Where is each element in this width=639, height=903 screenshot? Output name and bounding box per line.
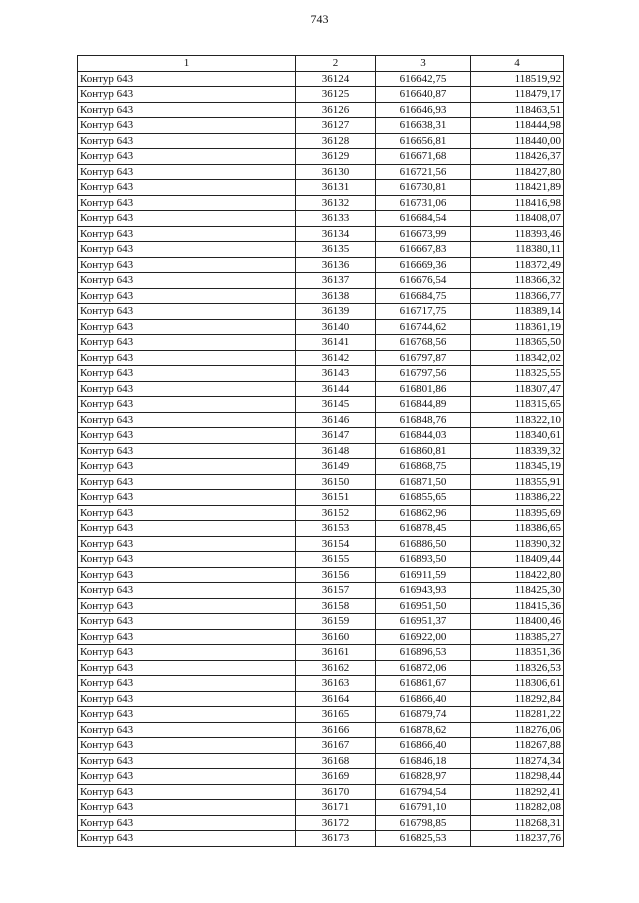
y-coordinate-cell: 118339,32 xyxy=(471,443,564,459)
coordinates-table xyxy=(77,55,564,847)
contour-name-cell: Контур 643 xyxy=(78,102,296,118)
y-coordinate-cell: 118409,44 xyxy=(471,552,564,568)
x-coordinate-cell: 616676,54 xyxy=(376,273,471,289)
point-number-cell: 36148 xyxy=(296,443,376,459)
point-number-cell: 36164 xyxy=(296,691,376,707)
table-row xyxy=(78,738,564,754)
point-number-cell: 36137 xyxy=(296,273,376,289)
x-coordinate-cell: 616878,45 xyxy=(376,521,471,537)
x-coordinate-cell: 616879,74 xyxy=(376,707,471,723)
x-coordinate-cell: 616844,03 xyxy=(376,428,471,444)
contour-name-cell: Контур 643 xyxy=(78,164,296,180)
contour-name-cell: Контур 643 xyxy=(78,660,296,676)
x-coordinate-cell: 616797,56 xyxy=(376,366,471,382)
contour-name-cell: Контур 643 xyxy=(78,521,296,537)
point-number-cell: 36154 xyxy=(296,536,376,552)
table-row xyxy=(78,629,564,645)
contour-name-cell: Контур 643 xyxy=(78,815,296,831)
table-row xyxy=(78,443,564,459)
table-row xyxy=(78,211,564,227)
point-number-cell: 36151 xyxy=(296,490,376,506)
point-number-cell: 36156 xyxy=(296,567,376,583)
point-number-cell: 36142 xyxy=(296,350,376,366)
y-coordinate-cell: 118315,65 xyxy=(471,397,564,413)
contour-name-cell: Контур 643 xyxy=(78,784,296,800)
y-coordinate-cell: 118281,22 xyxy=(471,707,564,723)
column-header-4: 4 xyxy=(471,56,564,72)
contour-name-cell: Контур 643 xyxy=(78,598,296,614)
y-coordinate-cell: 118440,00 xyxy=(471,133,564,149)
x-coordinate-cell: 616893,50 xyxy=(376,552,471,568)
contour-name-cell: Контур 643 xyxy=(78,831,296,847)
point-number-cell: 36149 xyxy=(296,459,376,475)
table-row xyxy=(78,753,564,769)
contour-name-cell: Контур 643 xyxy=(78,288,296,304)
point-number-cell: 36136 xyxy=(296,257,376,273)
contour-name-cell: Контур 643 xyxy=(78,474,296,490)
x-coordinate-cell: 616730,81 xyxy=(376,180,471,196)
point-number-cell: 36124 xyxy=(296,71,376,87)
y-coordinate-cell: 118307,47 xyxy=(471,381,564,397)
y-coordinate-cell: 118326,53 xyxy=(471,660,564,676)
y-coordinate-cell: 118292,41 xyxy=(471,784,564,800)
table-row xyxy=(78,831,564,847)
contour-name-cell: Контур 643 xyxy=(78,226,296,242)
x-coordinate-cell: 616684,54 xyxy=(376,211,471,227)
y-coordinate-cell: 118355,91 xyxy=(471,474,564,490)
contour-name-cell: Контур 643 xyxy=(78,149,296,165)
contour-name-cell: Контур 643 xyxy=(78,629,296,645)
point-number-cell: 36152 xyxy=(296,505,376,521)
contour-name-cell: Контур 643 xyxy=(78,459,296,475)
table-row xyxy=(78,815,564,831)
x-coordinate-cell: 616922,00 xyxy=(376,629,471,645)
x-coordinate-cell: 616791,10 xyxy=(376,800,471,816)
y-coordinate-cell: 118386,22 xyxy=(471,490,564,506)
contour-name-cell: Контур 643 xyxy=(78,397,296,413)
y-coordinate-cell: 118422,80 xyxy=(471,567,564,583)
contour-name-cell: Контур 643 xyxy=(78,71,296,87)
y-coordinate-cell: 118325,55 xyxy=(471,366,564,382)
y-coordinate-cell: 118389,14 xyxy=(471,304,564,320)
y-coordinate-cell: 118393,46 xyxy=(471,226,564,242)
point-number-cell: 36158 xyxy=(296,598,376,614)
table-row xyxy=(78,459,564,475)
contour-name-cell: Контур 643 xyxy=(78,366,296,382)
contour-name-cell: Контур 643 xyxy=(78,412,296,428)
y-coordinate-cell: 118415,36 xyxy=(471,598,564,614)
table-row xyxy=(78,381,564,397)
x-coordinate-cell: 616943,93 xyxy=(376,583,471,599)
x-coordinate-cell: 616673,99 xyxy=(376,226,471,242)
contour-name-cell: Контур 643 xyxy=(78,211,296,227)
table-row xyxy=(78,707,564,723)
page-number: 743 xyxy=(310,12,329,26)
x-coordinate-cell: 616731,06 xyxy=(376,195,471,211)
x-coordinate-cell: 616717,75 xyxy=(376,304,471,320)
point-number-cell: 36143 xyxy=(296,366,376,382)
y-coordinate-cell: 118427,80 xyxy=(471,164,564,180)
x-coordinate-cell: 616844,89 xyxy=(376,397,471,413)
x-coordinate-cell: 616861,67 xyxy=(376,676,471,692)
table-row xyxy=(78,474,564,490)
table-row xyxy=(78,335,564,351)
point-number-cell: 36133 xyxy=(296,211,376,227)
point-number-cell: 36165 xyxy=(296,707,376,723)
contour-name-cell: Контур 643 xyxy=(78,614,296,630)
x-coordinate-cell: 616866,40 xyxy=(376,738,471,754)
x-coordinate-cell: 616646,93 xyxy=(376,102,471,118)
point-number-cell: 36139 xyxy=(296,304,376,320)
x-coordinate-cell: 616671,68 xyxy=(376,149,471,165)
contour-name-cell: Контур 643 xyxy=(78,490,296,506)
contour-name-cell: Контур 643 xyxy=(78,180,296,196)
contour-name-cell: Контур 643 xyxy=(78,505,296,521)
y-coordinate-cell: 118267,88 xyxy=(471,738,564,754)
x-coordinate-cell: 616669,36 xyxy=(376,257,471,273)
y-coordinate-cell: 118322,10 xyxy=(471,412,564,428)
y-coordinate-cell: 118298,44 xyxy=(471,769,564,785)
point-number-cell: 36141 xyxy=(296,335,376,351)
contour-name-cell: Контур 643 xyxy=(78,195,296,211)
table-row xyxy=(78,412,564,428)
y-coordinate-cell: 118276,06 xyxy=(471,722,564,738)
table-row xyxy=(78,552,564,568)
x-coordinate-cell: 616868,75 xyxy=(376,459,471,475)
table-row xyxy=(78,505,564,521)
y-coordinate-cell: 118386,65 xyxy=(471,521,564,537)
point-number-cell: 36147 xyxy=(296,428,376,444)
table-row xyxy=(78,567,564,583)
table-row xyxy=(78,722,564,738)
x-coordinate-cell: 616797,87 xyxy=(376,350,471,366)
x-coordinate-cell: 616640,87 xyxy=(376,87,471,103)
contour-name-cell: Контур 643 xyxy=(78,319,296,335)
table-row xyxy=(78,800,564,816)
table-row xyxy=(78,257,564,273)
y-coordinate-cell: 118365,50 xyxy=(471,335,564,351)
x-coordinate-cell: 616642,75 xyxy=(376,71,471,87)
point-number-cell: 36125 xyxy=(296,87,376,103)
contour-name-cell: Контур 643 xyxy=(78,552,296,568)
contour-name-cell: Контур 643 xyxy=(78,769,296,785)
table-row xyxy=(78,769,564,785)
point-number-cell: 36163 xyxy=(296,676,376,692)
column-header-3: 3 xyxy=(376,56,471,72)
contour-name-cell: Контур 643 xyxy=(78,722,296,738)
table-row xyxy=(78,397,564,413)
point-number-cell: 36130 xyxy=(296,164,376,180)
table-row xyxy=(78,195,564,211)
header-row xyxy=(78,56,564,72)
contour-name-cell: Контур 643 xyxy=(78,87,296,103)
x-coordinate-cell: 616846,18 xyxy=(376,753,471,769)
table-row xyxy=(78,660,564,676)
contour-name-cell: Контур 643 xyxy=(78,118,296,134)
table-row xyxy=(78,71,564,87)
x-coordinate-cell: 616860,81 xyxy=(376,443,471,459)
point-number-cell: 36128 xyxy=(296,133,376,149)
table-row xyxy=(78,304,564,320)
contour-name-cell: Контур 643 xyxy=(78,536,296,552)
table-row xyxy=(78,536,564,552)
x-coordinate-cell: 616828,97 xyxy=(376,769,471,785)
point-number-cell: 36166 xyxy=(296,722,376,738)
contour-name-cell: Контур 643 xyxy=(78,707,296,723)
contour-name-cell: Контур 643 xyxy=(78,350,296,366)
table-row xyxy=(78,273,564,289)
y-coordinate-cell: 118342,02 xyxy=(471,350,564,366)
point-number-cell: 36168 xyxy=(296,753,376,769)
column-header-2: 2 xyxy=(296,56,376,72)
table-row xyxy=(78,164,564,180)
x-coordinate-cell: 616667,83 xyxy=(376,242,471,258)
x-coordinate-cell: 616911,59 xyxy=(376,567,471,583)
y-coordinate-cell: 118282,08 xyxy=(471,800,564,816)
point-number-cell: 36144 xyxy=(296,381,376,397)
y-coordinate-cell: 118361,19 xyxy=(471,319,564,335)
y-coordinate-cell: 118380,11 xyxy=(471,242,564,258)
table-row xyxy=(78,676,564,692)
table-row xyxy=(78,521,564,537)
point-number-cell: 36134 xyxy=(296,226,376,242)
contour-name-cell: Контур 643 xyxy=(78,676,296,692)
x-coordinate-cell: 616872,06 xyxy=(376,660,471,676)
y-coordinate-cell: 118345,19 xyxy=(471,459,564,475)
y-coordinate-cell: 118519,92 xyxy=(471,71,564,87)
point-number-cell: 36173 xyxy=(296,831,376,847)
point-number-cell: 36146 xyxy=(296,412,376,428)
x-coordinate-cell: 616794,54 xyxy=(376,784,471,800)
x-coordinate-cell: 616801,86 xyxy=(376,381,471,397)
table-row xyxy=(78,180,564,196)
point-number-cell: 36138 xyxy=(296,288,376,304)
y-coordinate-cell: 118340,61 xyxy=(471,428,564,444)
contour-name-cell: Контур 643 xyxy=(78,257,296,273)
y-coordinate-cell: 118426,37 xyxy=(471,149,564,165)
table-row xyxy=(78,350,564,366)
y-coordinate-cell: 118463,51 xyxy=(471,102,564,118)
x-coordinate-cell: 616862,96 xyxy=(376,505,471,521)
table-row xyxy=(78,149,564,165)
contour-name-cell: Контур 643 xyxy=(78,335,296,351)
x-coordinate-cell: 616744,62 xyxy=(376,319,471,335)
point-number-cell: 36131 xyxy=(296,180,376,196)
contour-name-cell: Контур 643 xyxy=(78,133,296,149)
table-row xyxy=(78,118,564,134)
point-number-cell: 36162 xyxy=(296,660,376,676)
y-coordinate-cell: 118390,32 xyxy=(471,536,564,552)
y-coordinate-cell: 118408,07 xyxy=(471,211,564,227)
table-row xyxy=(78,784,564,800)
x-coordinate-cell: 616878,62 xyxy=(376,722,471,738)
y-coordinate-cell: 118416,98 xyxy=(471,195,564,211)
y-coordinate-cell: 118366,32 xyxy=(471,273,564,289)
point-number-cell: 36157 xyxy=(296,583,376,599)
y-coordinate-cell: 118274,34 xyxy=(471,753,564,769)
point-number-cell: 36129 xyxy=(296,149,376,165)
x-coordinate-cell: 616896,53 xyxy=(376,645,471,661)
x-coordinate-cell: 616951,37 xyxy=(376,614,471,630)
x-coordinate-cell: 616721,56 xyxy=(376,164,471,180)
x-coordinate-cell: 616848,76 xyxy=(376,412,471,428)
x-coordinate-cell: 616638,31 xyxy=(376,118,471,134)
x-coordinate-cell: 616656,81 xyxy=(376,133,471,149)
point-number-cell: 36127 xyxy=(296,118,376,134)
table-header xyxy=(78,56,564,72)
x-coordinate-cell: 616951,50 xyxy=(376,598,471,614)
y-coordinate-cell: 118268,31 xyxy=(471,815,564,831)
table-row xyxy=(78,645,564,661)
contour-name-cell: Контур 643 xyxy=(78,304,296,320)
point-number-cell: 36155 xyxy=(296,552,376,568)
contour-name-cell: Контур 643 xyxy=(78,800,296,816)
y-coordinate-cell: 118444,98 xyxy=(471,118,564,134)
y-coordinate-cell: 118395,69 xyxy=(471,505,564,521)
x-coordinate-cell: 616768,56 xyxy=(376,335,471,351)
point-number-cell: 36150 xyxy=(296,474,376,490)
y-coordinate-cell: 118372,49 xyxy=(471,257,564,273)
y-coordinate-cell: 118400,46 xyxy=(471,614,564,630)
column-header-1: 1 xyxy=(78,56,296,72)
table-body xyxy=(78,71,564,846)
x-coordinate-cell: 616871,50 xyxy=(376,474,471,490)
y-coordinate-cell: 118425,30 xyxy=(471,583,564,599)
x-coordinate-cell: 616866,40 xyxy=(376,691,471,707)
point-number-cell: 36171 xyxy=(296,800,376,816)
contour-name-cell: Контур 643 xyxy=(78,381,296,397)
table-row xyxy=(78,691,564,707)
table-row xyxy=(78,583,564,599)
contour-name-cell: Контур 643 xyxy=(78,428,296,444)
y-coordinate-cell: 118292,84 xyxy=(471,691,564,707)
contour-name-cell: Контур 643 xyxy=(78,242,296,258)
contour-name-cell: Контур 643 xyxy=(78,567,296,583)
x-coordinate-cell: 616886,50 xyxy=(376,536,471,552)
contour-name-cell: Контур 643 xyxy=(78,691,296,707)
y-coordinate-cell: 118306,61 xyxy=(471,676,564,692)
point-number-cell: 36132 xyxy=(296,195,376,211)
table-row xyxy=(78,133,564,149)
y-coordinate-cell: 118479,17 xyxy=(471,87,564,103)
contour-name-cell: Контур 643 xyxy=(78,583,296,599)
table-row xyxy=(78,102,564,118)
y-coordinate-cell: 118237,76 xyxy=(471,831,564,847)
table-row xyxy=(78,288,564,304)
x-coordinate-cell: 616798,85 xyxy=(376,815,471,831)
contour-name-cell: Контур 643 xyxy=(78,738,296,754)
point-number-cell: 36140 xyxy=(296,319,376,335)
table-row xyxy=(78,319,564,335)
point-number-cell: 36135 xyxy=(296,242,376,258)
point-number-cell: 36161 xyxy=(296,645,376,661)
y-coordinate-cell: 118351,36 xyxy=(471,645,564,661)
y-coordinate-cell: 118366,77 xyxy=(471,288,564,304)
point-number-cell: 36159 xyxy=(296,614,376,630)
x-coordinate-cell: 616684,75 xyxy=(376,288,471,304)
point-number-cell: 36167 xyxy=(296,738,376,754)
point-number-cell: 36126 xyxy=(296,102,376,118)
contour-name-cell: Контур 643 xyxy=(78,645,296,661)
x-coordinate-cell: 616825,53 xyxy=(376,831,471,847)
point-number-cell: 36172 xyxy=(296,815,376,831)
y-coordinate-cell: 118421,89 xyxy=(471,180,564,196)
table-row xyxy=(78,490,564,506)
table-row xyxy=(78,87,564,103)
table-row xyxy=(78,614,564,630)
table-row xyxy=(78,366,564,382)
contour-name-cell: Контур 643 xyxy=(78,443,296,459)
contour-name-cell: Контур 643 xyxy=(78,273,296,289)
table-row xyxy=(78,428,564,444)
table-row xyxy=(78,598,564,614)
point-number-cell: 36153 xyxy=(296,521,376,537)
contour-name-cell: Контур 643 xyxy=(78,753,296,769)
point-number-cell: 36160 xyxy=(296,629,376,645)
point-number-cell: 36169 xyxy=(296,769,376,785)
point-number-cell: 36145 xyxy=(296,397,376,413)
table-row xyxy=(78,226,564,242)
y-coordinate-cell: 118385,27 xyxy=(471,629,564,645)
point-number-cell: 36170 xyxy=(296,784,376,800)
table-row xyxy=(78,242,564,258)
x-coordinate-cell: 616855,65 xyxy=(376,490,471,506)
